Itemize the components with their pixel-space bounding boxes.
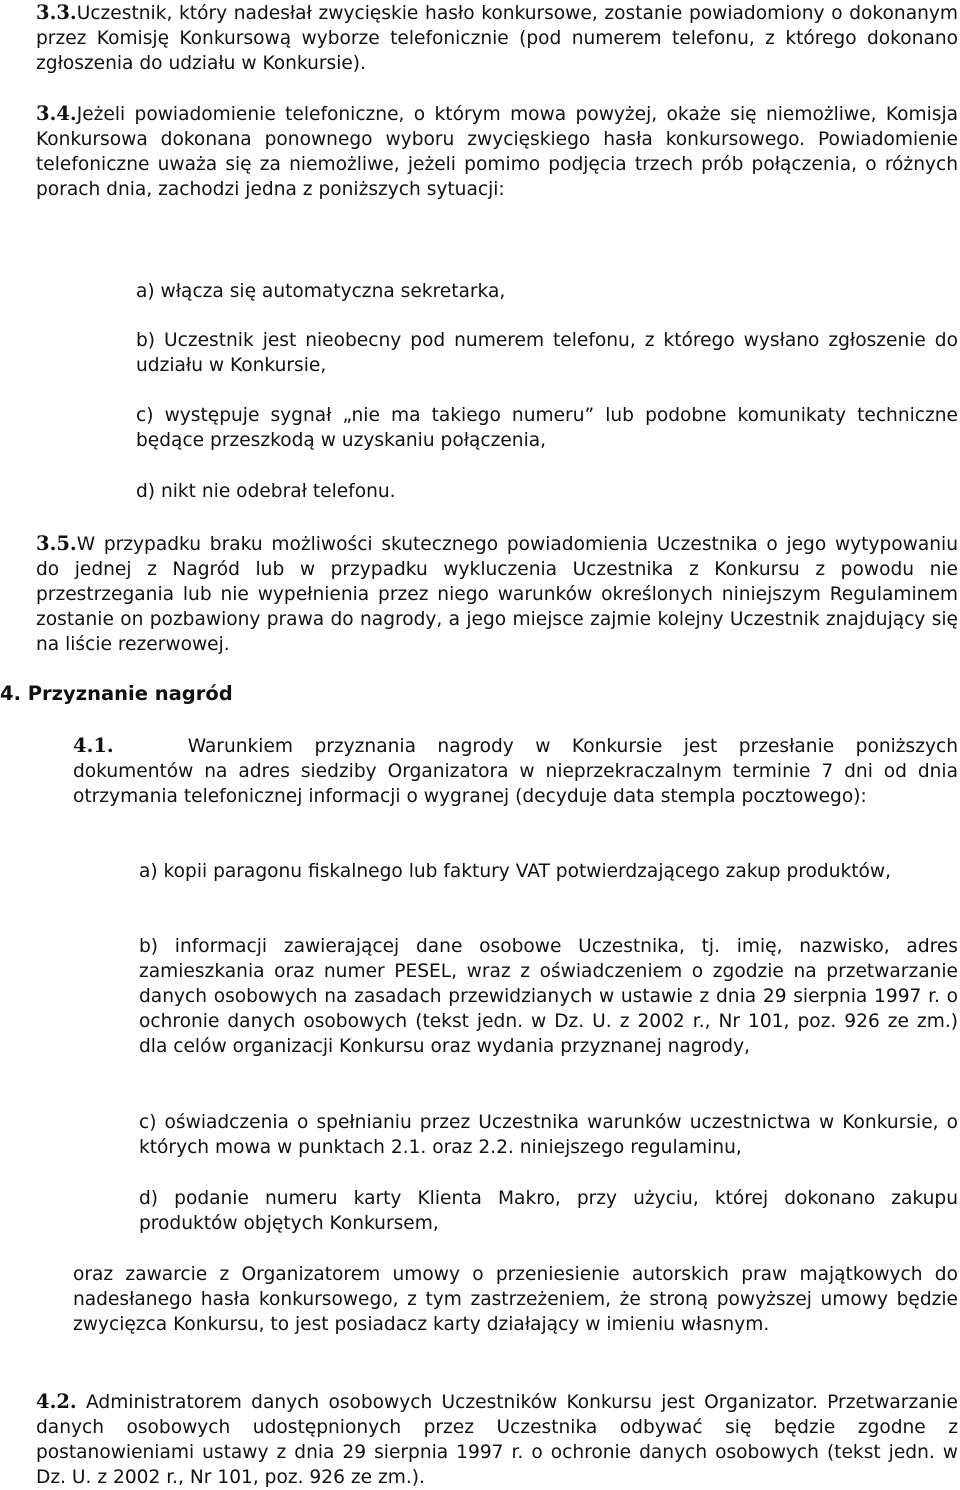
- section-heading: 4. Przyznanie nagród: [0, 682, 233, 705]
- list-item-a: a) kopii paragonu fiskalnego lub faktury VAT potwierdzającego zakup produktów,: [139, 861, 892, 882]
- section-number: 3.3.: [36, 1, 77, 24]
- section-number: 3.5.: [36, 532, 77, 555]
- section-3-4: [36, 101, 958, 202]
- list-item-c: c) oświadczenia o spełnianiu przez Uczestnika warunków uczestnictwa w Konkursie, o których mowa w punktach 2.1. oraz 2.2. niniejszego regulaminu,: [139, 1112, 958, 1158]
- list-item-d: d) podanie numeru karty Klienta Makro, przy użyciu, której dokonano zakupu produktów objętych Konkursem,: [139, 1188, 958, 1234]
- section-number: 3.4.: [36, 102, 77, 125]
- section-4-1: [73, 733, 958, 809]
- section-number: 4.1.: [73, 734, 114, 757]
- section-number: 4.2.: [36, 1390, 77, 1413]
- section-3-3: [36, 0, 958, 76]
- list-item-d: d) nikt nie odebrał telefonu.: [136, 481, 396, 502]
- section-text: Administratorem danych osobowych Uczestników Konkursu jest Organizator. Przetwarzanie danych osobowych udostępnionych przez Uczestnika odbywać się będzie zgodne z postanowieniami ustawy z dnia 29 sierpnia 1997 r. o ochronie danych osobowych (tekst jedn. w Dz. U. z 2002 r., Nr 101, poz. 926 ze zm.).: [36, 1392, 958, 1488]
- section-4-1-closing: oraz zawarcie z Organizatorem umowy o przeniesienie autorskich praw majątkowych do nadesłanego hasła konkursowego, z tym zastrzeżeniem, że stroną powyższej umowy będzie zwycięzca Konkursu, to jest posiadacz karty działający w imieniu własnym.: [73, 1264, 958, 1335]
- section-text: Warunkiem przyznania nagrody w Konkursie jest przesłanie poniższych dokumentów na adres siedziby Organizatora w nieprzekraczalnym terminie 7 dni od dnia otrzymania telefonicznej informacji o wygranej (decyduje data stempla pocztowego):: [73, 736, 958, 807]
- list-item-b: b) Uczestnik jest nieobecny pod numerem telefonu, z którego wysłano zgłoszenie do udziału w Konkursie,: [136, 330, 958, 376]
- list-item-a: a) włącza się automatyczna sekretarka,: [136, 281, 506, 302]
- section-3-5: [36, 531, 958, 657]
- section-text: W przypadku braku możliwości skutecznego powiadomienia Uczestnika o jego wytypowaniu do jednej z Nagród lub w przypadku wykluczenia Uczestnika z Konkursu z powodu nie przestrzegania lub nie wypełnienia przez niego warunków określonych niniejszym Regulaminem zostanie on pozbawiony prawa do nagrody, a jego miejsce zajmie kolejny Uczestnik znajdujący się na liście rezerwowej.: [36, 534, 958, 655]
- list-item-b: b) informacji zawierającej dane osobowe Uczestnika, tj. imię, nazwisko, adres zamieszkania oraz numer PESEL, wraz z oświadczeniem o zgodzie na przetwarzanie danych osobowych na zasadach przewidzianych w ustawie z dnia 29 sierpnia 1997 r. o ochronie danych osobowych (tekst jedn. w Dz. U. z 2002 r., Nr 101, poz. 926 ze zm.) dla celów organizacji Konkursu oraz wydania przyznanej nagrody,: [139, 936, 958, 1057]
- list-item-c: c) występuje sygnał „nie ma takiego numeru” lub podobne komunikaty techniczne będące przeszkodą w uzyskaniu połączenia,: [136, 405, 958, 451]
- section-4-2: [36, 1389, 958, 1490]
- section-text: Jeżeli powiadomienie telefoniczne, o którym mowa powyżej, okaże się niemożliwe, Komisja Konkursowa dokonana ponownego wyboru zwycięskiego hasła konkursowego. Powiadomienie telefoniczne uważa się za niemożliwe, jeżeli pomimo podjęcia trzech prób połączenia, o różnych porach dnia, zachodzi jedna z poniższych sytuacji:: [36, 104, 958, 200]
- section-text: Uczestnik, który nadesłał zwycięskie hasło konkursowe, zostanie powiadomiony o dokonanym przez Komisję Konkursową wyborze telefonicznie (pod numerem telefonu, z którego dokonano zgłoszenia do udziału w Konkursie).: [36, 3, 958, 74]
